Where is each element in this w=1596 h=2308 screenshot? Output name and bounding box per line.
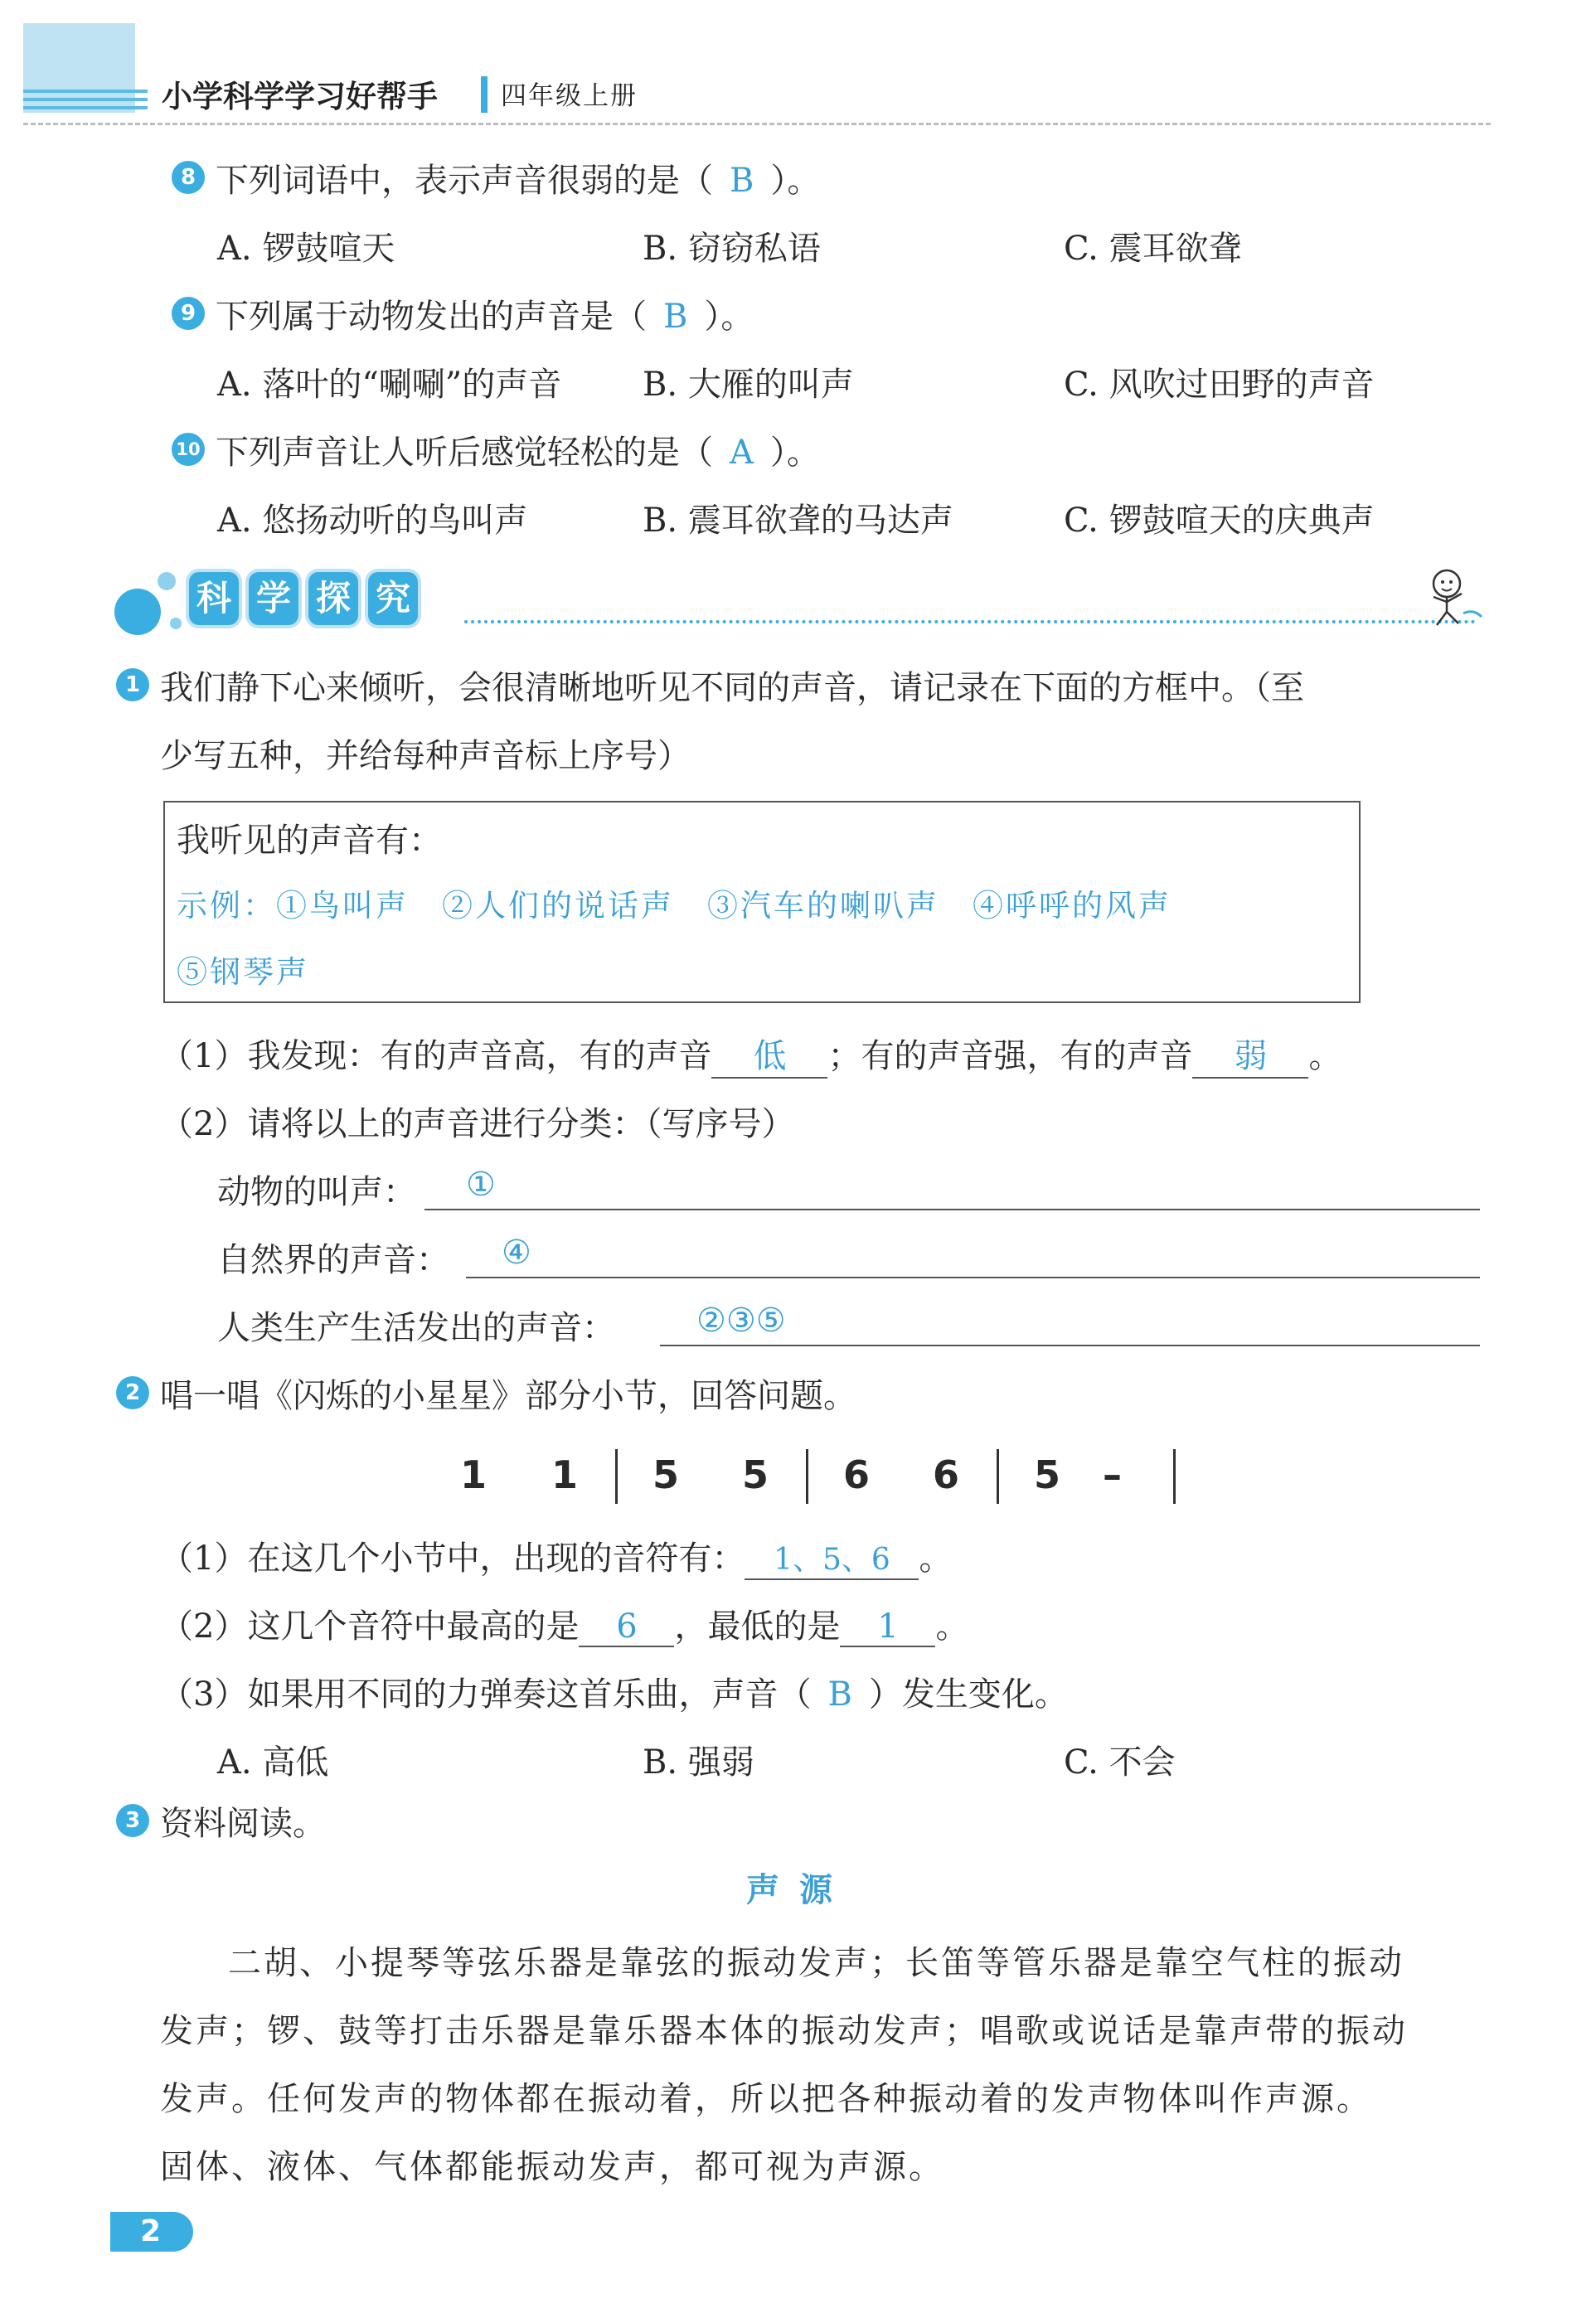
stem-text: ）。 bbox=[770, 162, 821, 200]
answer-underline bbox=[660, 1345, 1480, 1346]
category-answer: ④ bbox=[502, 1234, 531, 1272]
blank-answer: 弱 bbox=[1192, 1030, 1308, 1079]
sub-text: ）发生变化。 bbox=[868, 1675, 1068, 1714]
category-answer: ②③⑤ bbox=[696, 1302, 786, 1340]
option-b: B. 大雁的叫声 bbox=[643, 366, 854, 404]
option-b: B. 震耳欲聋的马达声 bbox=[643, 502, 953, 540]
blank-answer: 低 bbox=[711, 1030, 827, 1079]
music-note: 5 bbox=[652, 1452, 680, 1497]
answer-underline bbox=[424, 1209, 1480, 1210]
decor-bubble bbox=[114, 589, 161, 635]
answer-text: B bbox=[827, 1675, 852, 1714]
reading-paragraph-line: 二胡、小提琴等弦乐器是靠弦的振动发声；长笛等管乐器是靠空气柱的振动 bbox=[228, 1944, 1404, 1982]
question-number: 10 bbox=[172, 433, 205, 466]
sub-text: （1）在这几个小节中，出现的音符有： bbox=[160, 1539, 745, 1578]
category-label: 人类生产生活发出的声音： bbox=[217, 1309, 615, 1347]
option-c: C. 风吹过田野的声音 bbox=[1064, 366, 1375, 404]
question-number: 1 bbox=[116, 668, 149, 701]
answer-text: B bbox=[730, 162, 754, 200]
question-stem bbox=[216, 290, 754, 337]
blank-answer: 1、5、6 bbox=[745, 1536, 919, 1580]
box-answer: 示例：①鸟叫声 ②人们的说话声 ③汽车的喇叭声 ④呼呼的风声 bbox=[177, 888, 1172, 924]
category-label: 动物的叫声： bbox=[217, 1173, 416, 1211]
section-title-char: 探 bbox=[308, 572, 358, 625]
question-text: 少写五种，并给每种声音标上序号） bbox=[160, 737, 691, 775]
reading-paragraph-line: 固体、液体、气体都能振动发声，都可视为声源。 bbox=[160, 2148, 944, 2186]
option-b: B. 窃窃私语 bbox=[643, 230, 821, 268]
question-number: 3 bbox=[116, 1804, 149, 1837]
sub-question-2 bbox=[160, 1600, 968, 1647]
sub-text: 。 bbox=[919, 1539, 953, 1578]
option-c: C. 不会 bbox=[1064, 1743, 1176, 1782]
question-number: 8 bbox=[172, 161, 205, 194]
question-text: 资料阅读。 bbox=[160, 1805, 326, 1843]
question-number: 9 bbox=[172, 297, 205, 330]
question-stem bbox=[216, 154, 820, 201]
sub-question-2: （2）请将以上的声音进行分类：（写序号） bbox=[160, 1105, 795, 1143]
stem-text: ）。 bbox=[769, 434, 820, 472]
sub-question-3 bbox=[160, 1668, 1068, 1715]
bar-line bbox=[997, 1449, 999, 1504]
reading-paragraph-line: 发声。任何发声的物体都在振动着，所以把各种振动着的发声物体叫作声源。 bbox=[160, 2080, 1372, 2118]
bar-line bbox=[1173, 1449, 1176, 1504]
sub-text: （2）这几个音符中最高的是 bbox=[160, 1607, 580, 1646]
stem-text: 下列属于动物发出的声音是（ bbox=[216, 298, 647, 336]
header-decor-line bbox=[23, 90, 148, 93]
bar-line bbox=[806, 1449, 808, 1504]
music-note: 5 bbox=[1034, 1452, 1061, 1497]
music-note: 6 bbox=[843, 1452, 871, 1497]
book-title: 小学科学学习好帮手 bbox=[162, 79, 438, 114]
sub-question-1 bbox=[160, 1532, 952, 1580]
stem-text: ）。 bbox=[704, 298, 754, 336]
music-note: – bbox=[1103, 1452, 1122, 1497]
question-text: 我们静下心来倾听，会很清晰地听见不同的声音，请记录在下面的方框中。（至 bbox=[160, 669, 1304, 707]
music-note: 1 bbox=[460, 1452, 488, 1497]
category-label: 自然界的声音： bbox=[217, 1241, 449, 1279]
sub-text: （3）如果用不同的力弹奏这首乐曲，声音（ bbox=[160, 1675, 812, 1714]
blank-answer: 1 bbox=[840, 1607, 935, 1647]
page-number: 2 bbox=[110, 2212, 193, 2252]
music-note: 6 bbox=[933, 1452, 960, 1497]
section-title-char: 究 bbox=[368, 572, 418, 625]
question-text: 唱一唱《闪烁的小星星》部分小节，回答问题。 bbox=[160, 1377, 856, 1415]
box-title: 我听见的声音有： bbox=[177, 822, 442, 860]
option-a: A. 落叶的“唰唰”的声音 bbox=[217, 366, 562, 404]
stem-text: 下列词语中，表示声音很弱的是（ bbox=[216, 162, 713, 200]
sub-text: 。 bbox=[935, 1607, 969, 1646]
section-title-char: 学 bbox=[249, 572, 298, 625]
option-a: A. 高低 bbox=[217, 1743, 329, 1782]
answer-underline bbox=[466, 1277, 1480, 1278]
answer-text: B bbox=[663, 298, 688, 336]
option-b: B. 强弱 bbox=[643, 1743, 754, 1782]
option-a: A. 悠扬动听的鸟叫声 bbox=[217, 502, 528, 540]
sub-text: 。 bbox=[1308, 1037, 1342, 1075]
decor-bubble bbox=[158, 572, 176, 590]
section-divider bbox=[464, 620, 1476, 623]
cartoon-figure-icon bbox=[1414, 564, 1488, 630]
reading-paragraph-line: 发声；锣、鼓等打击乐器是靠乐器本体的振动发声；唱歌或说话是靠声带的振动 bbox=[160, 2012, 1408, 2050]
stem-text: 下列声音让人听后感觉轻松的是（ bbox=[216, 434, 713, 472]
question-number: 2 bbox=[116, 1376, 149, 1409]
box-answer: ⑤钢琴声 bbox=[177, 954, 309, 990]
section-title-char: 科 bbox=[189, 572, 239, 625]
music-note: 1 bbox=[551, 1452, 579, 1497]
option-c: C. 震耳欲聋 bbox=[1064, 230, 1242, 268]
reading-title: 声源 bbox=[746, 1871, 852, 1909]
music-note: 5 bbox=[742, 1452, 769, 1497]
answer-text: A bbox=[730, 434, 754, 472]
sub-question-1 bbox=[160, 1030, 1341, 1079]
question-stem bbox=[216, 426, 820, 473]
bar-line bbox=[615, 1449, 618, 1504]
category-answer: ① bbox=[466, 1166, 496, 1204]
grade-label: 四年级上册 bbox=[501, 81, 638, 111]
sub-text: ；有的声音强，有的声音 bbox=[827, 1037, 1193, 1075]
answer-box bbox=[163, 801, 1361, 1003]
header-divider bbox=[23, 123, 1491, 125]
header-decor-line bbox=[23, 106, 148, 109]
option-a: A. 锣鼓喧天 bbox=[217, 230, 395, 268]
header-decor-line bbox=[23, 98, 148, 101]
sub-text: ，最低的是 bbox=[674, 1607, 841, 1646]
option-c: C. 锣鼓喧天的庆典声 bbox=[1064, 502, 1375, 540]
blank-answer: 6 bbox=[579, 1607, 674, 1647]
sub-text: （1）我发现：有的声音高，有的声音 bbox=[160, 1037, 712, 1075]
header-separator bbox=[481, 76, 488, 113]
decor-bubble bbox=[170, 618, 182, 629]
